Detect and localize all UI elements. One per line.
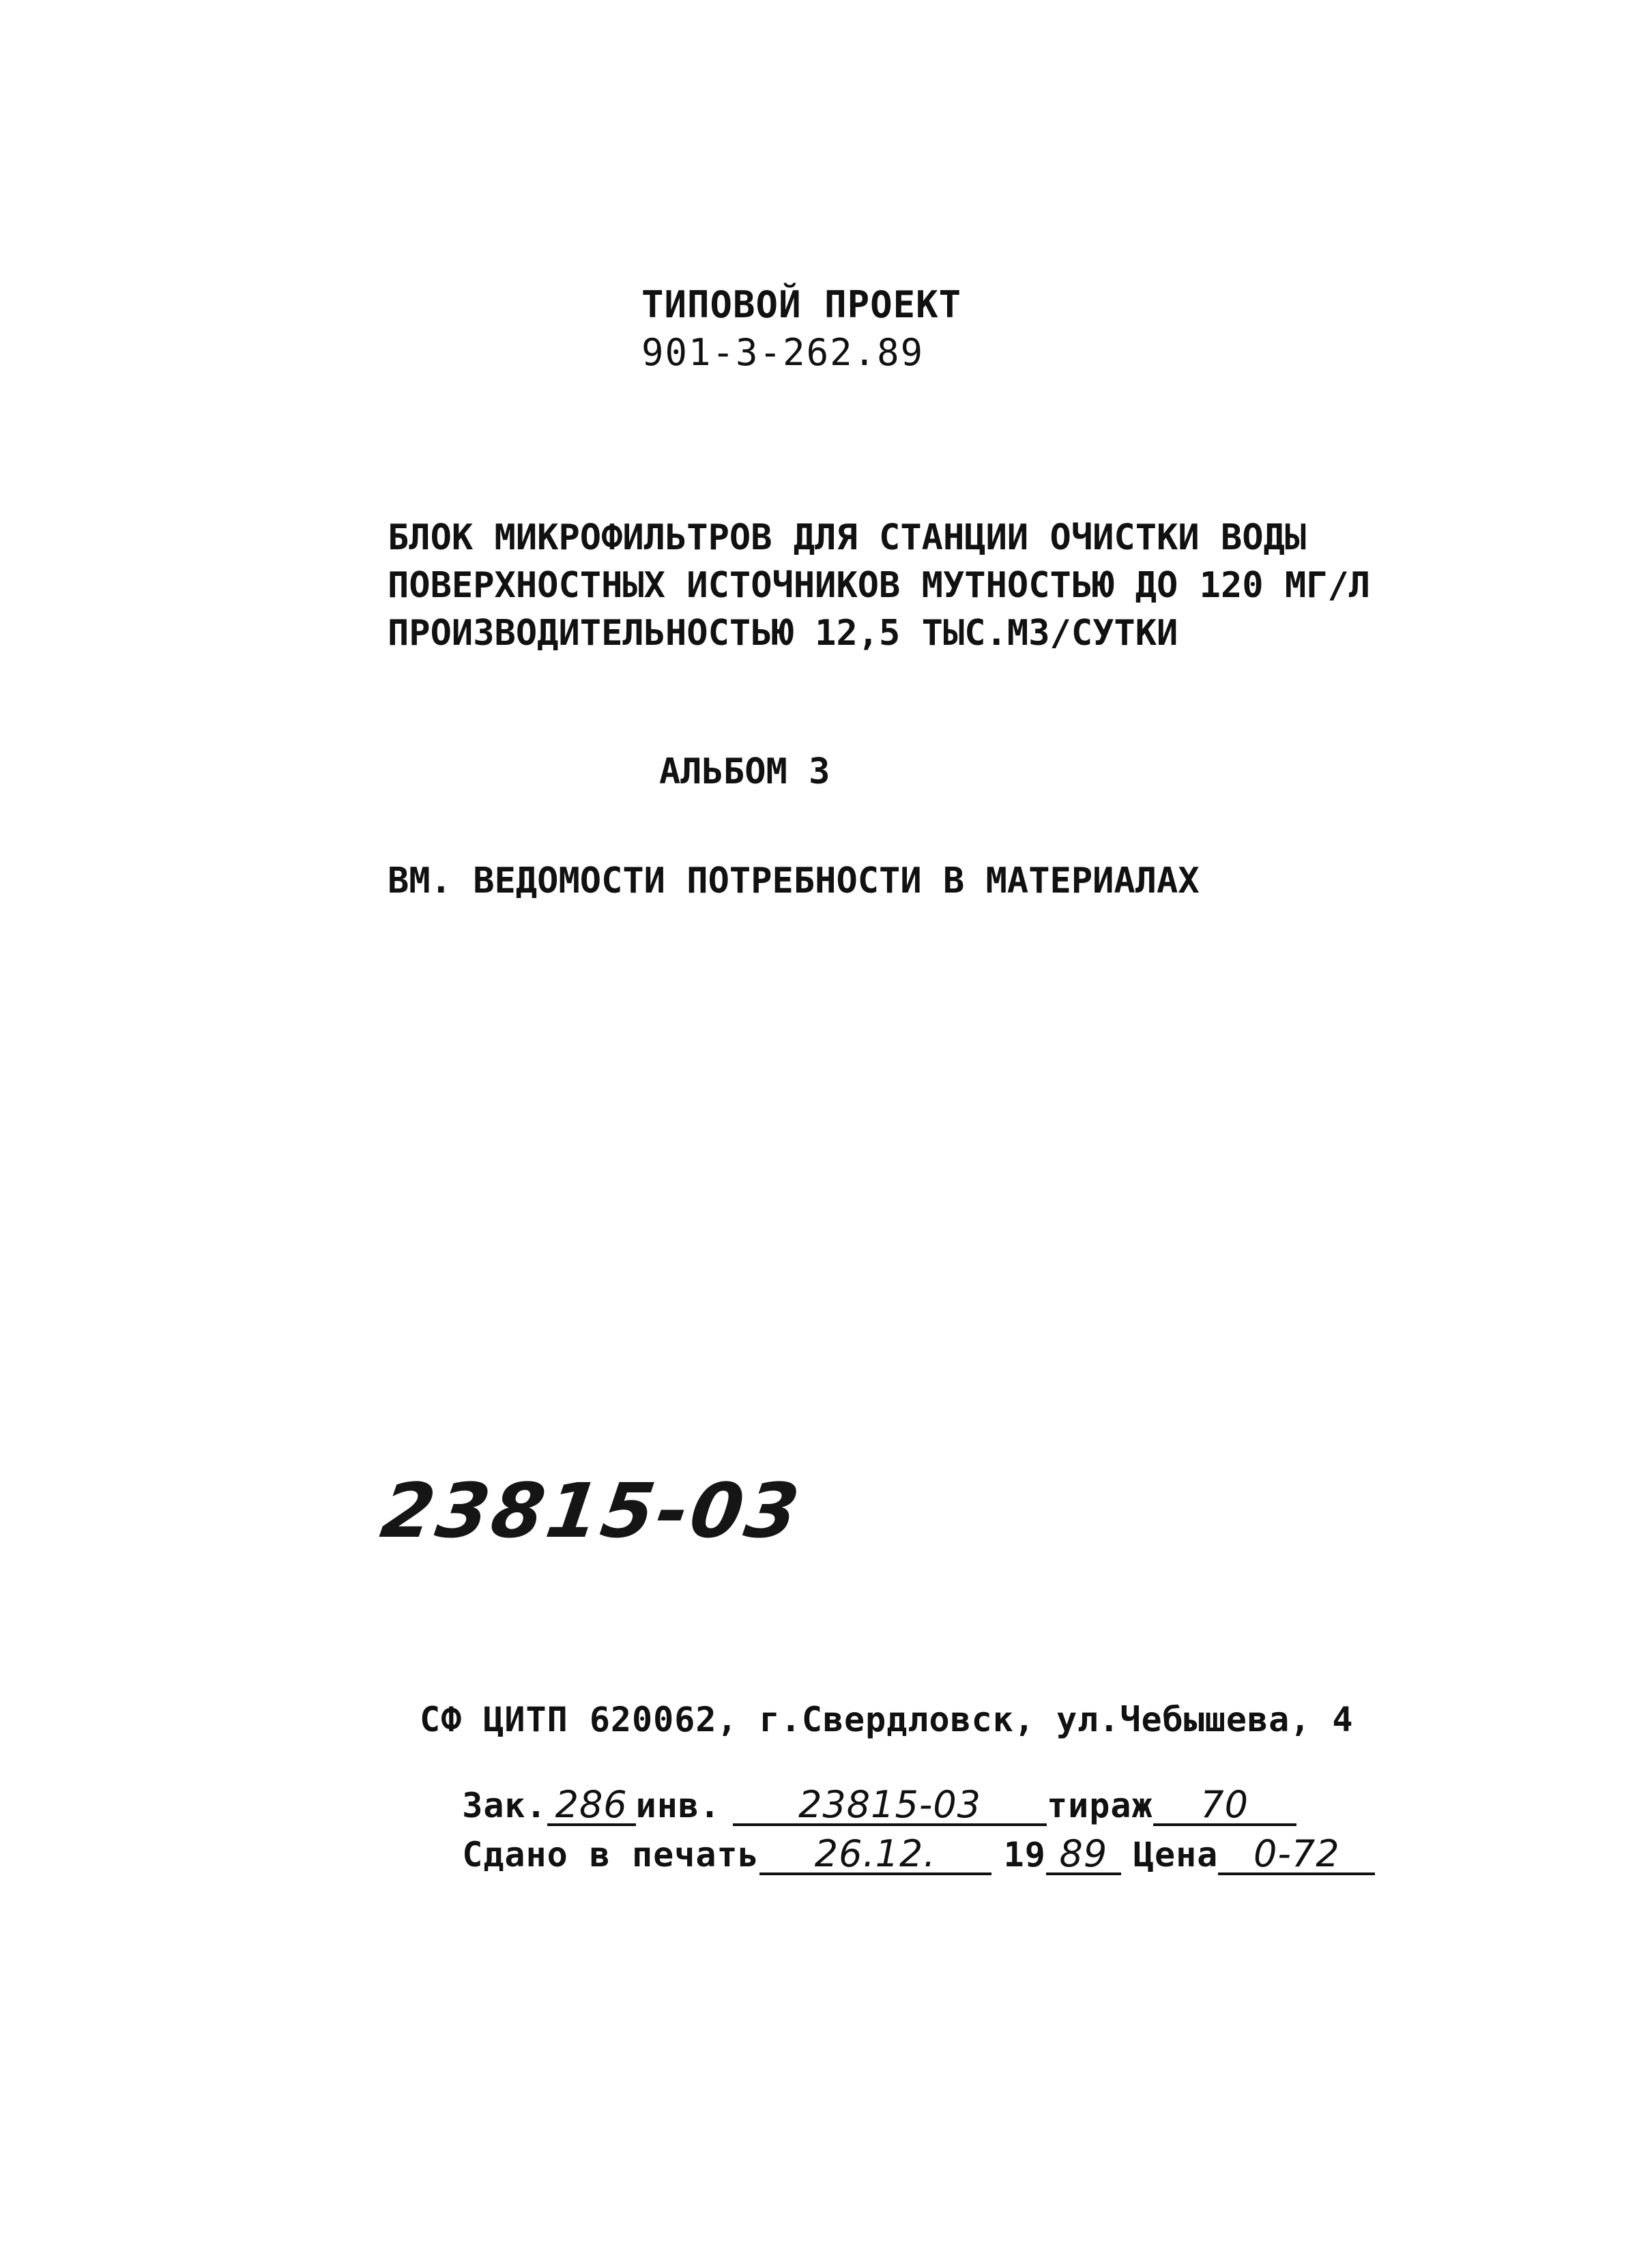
project-type-title: ТИПОВОЙ ПРОЕКТ [641, 283, 962, 326]
print-run-label: тираж [1047, 1786, 1153, 1825]
description-line-1: БЛОК МИКРОФИЛЬТРОВ ДЛЯ СТАНЦИИ ОЧИСТКИ ВОДЫ [388, 517, 1307, 558]
price-field: 0-72 [1218, 1836, 1375, 1875]
description-line-2: ПОВЕРХНОСТНЫХ ИСТОЧНИКОВ МУТНОСТЬЮ ДО 120 МГ/Л [388, 565, 1371, 606]
inventory-number-field: 23815-03 [733, 1787, 1047, 1826]
order-label: Зак. [462, 1786, 547, 1825]
publisher-line: СФ ЦИТП 620062, г.Свердловск, ул.Чебышева, 4 [420, 1700, 1354, 1739]
inventory-label: инв. [635, 1786, 721, 1825]
year-prefix: 19 [1003, 1835, 1046, 1875]
inventory-number-handwritten: 23815-03 [376, 1467, 807, 1554]
project-code: 901-3-262.89 [641, 331, 925, 374]
section-title: ВМ. ВЕДОМОСТИ ПОТРЕБНОСТИ В МАТЕРИАЛАХ [388, 861, 1200, 901]
order-number-field: 286 [547, 1787, 636, 1826]
print-label: Сдано в печать [462, 1835, 759, 1875]
print-date-line [420, 1802, 1375, 1875]
album-label: АЛЬБОМ 3 [659, 751, 830, 792]
print-date-field: 26.12. [759, 1836, 991, 1875]
print-run-field: 70 [1153, 1787, 1296, 1826]
price-label: Цена [1133, 1835, 1219, 1875]
description-line-3: ПРОИЗВОДИТЕЛЬНОСТЬЮ 12,5 ТЫС.М3/СУТКИ [388, 613, 1178, 654]
year-field: 89 [1046, 1836, 1121, 1875]
